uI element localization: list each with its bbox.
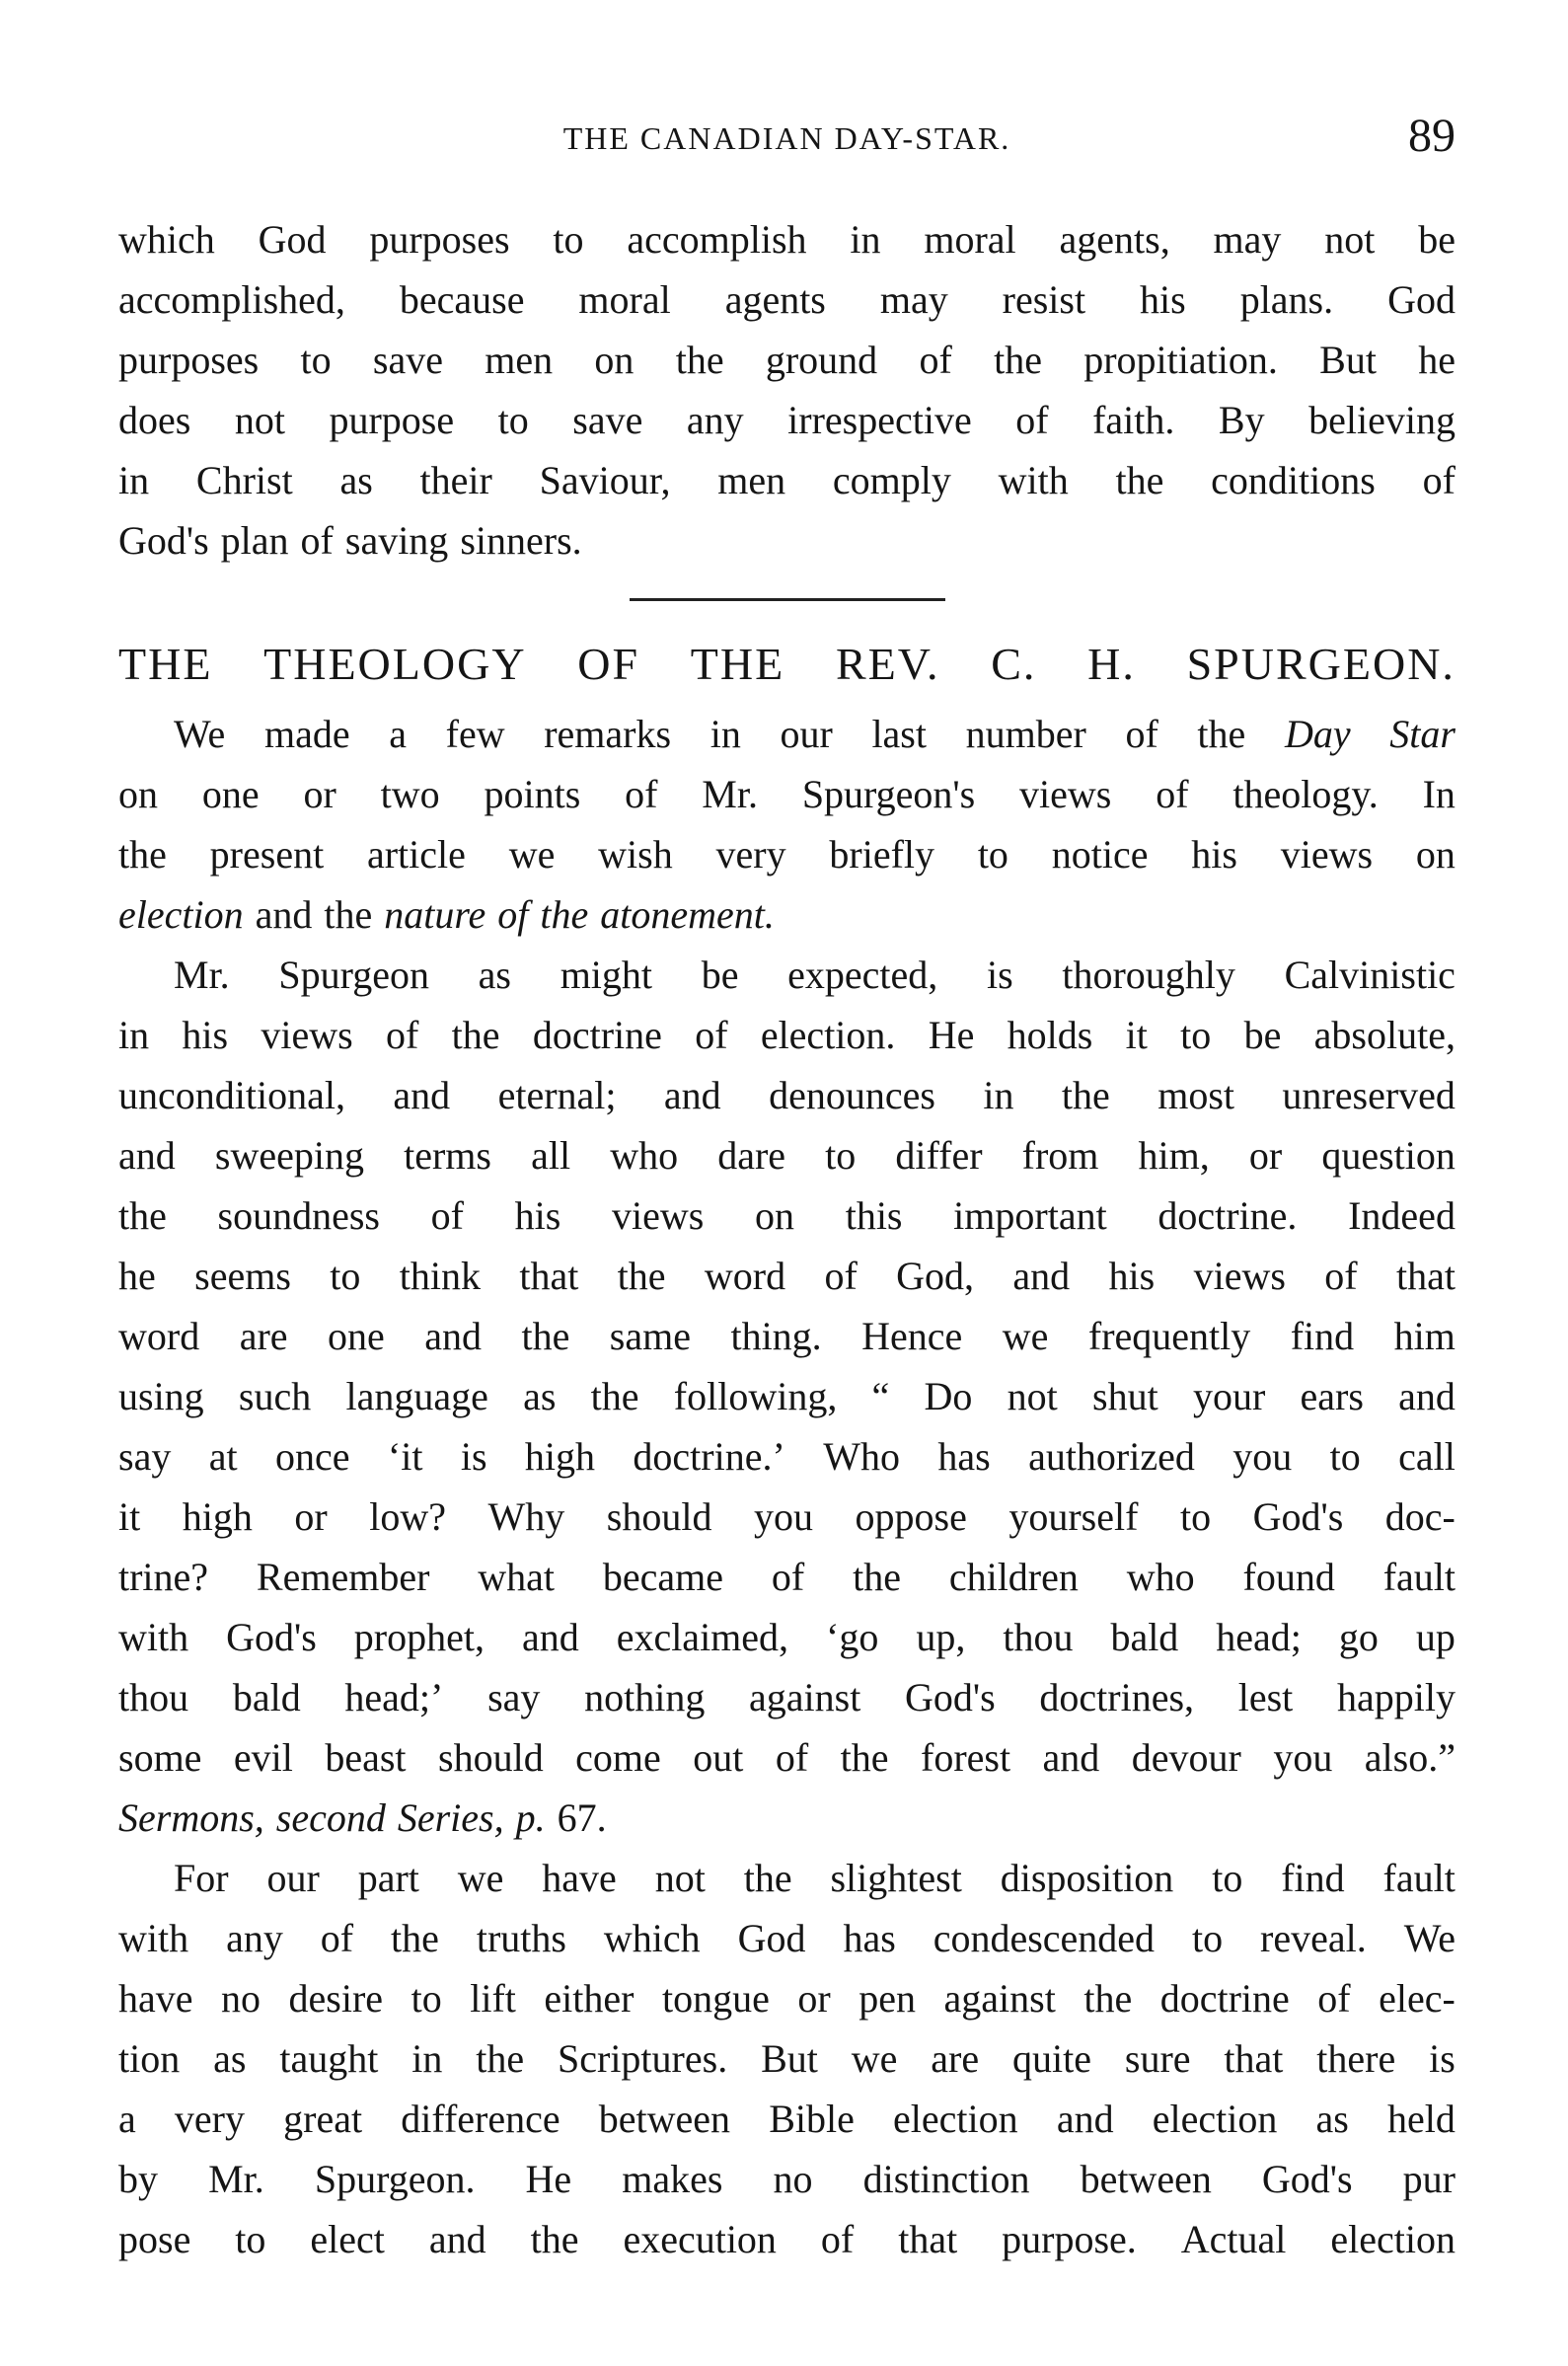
text-line: Sermons, second Series, p. 67.: [118, 1795, 607, 1840]
running-title: THE CANADIAN DAY-STAR.: [562, 120, 1011, 156]
text-line: accomplished, because moral agents may resist his plans. God: [118, 277, 1456, 322]
text-line: with God's prophet, and exclaimed, ‘go up, thou bald head; go up: [118, 1615, 1456, 1659]
text-line: word are one and the same thing. Hence we frequently find him: [118, 1314, 1456, 1358]
text-line: say at once ‘it is high doctrine.’ Who has authorized you to call: [118, 1434, 1456, 1479]
text-line: purposes to save men on the ground of the propitiation. But he: [118, 338, 1456, 382]
text-line: We made a few remarks in our last number of the Day Star: [174, 712, 1456, 756]
text-line: the present article we wish very briefly to notice his views on: [118, 832, 1456, 877]
text-line: by Mr. Spurgeon. He makes no distinction between God's pur: [118, 2157, 1456, 2201]
text-line: the soundness of his views on this important doctrine. Indeed: [118, 1193, 1456, 1238]
text-line: Mr. Spurgeon as might be expected, is thoroughly Calvinistic: [174, 953, 1456, 997]
text-line: and sweeping terms all who dare to differ from him, or question: [118, 1133, 1456, 1178]
text-line: have no desire to lift either tongue or pen against the doctrine of elec-: [118, 1976, 1456, 2021]
text-line: For our part we have not the slightest disposition to find fault: [174, 1856, 1456, 1900]
section-divider: [630, 598, 945, 601]
section-title: THE THEOLOGY OF THE REV. C. H. SPURGEON.: [118, 639, 1456, 689]
text-line: unconditional, and eternal; and denounces in the most unreserved: [118, 1073, 1456, 1117]
text-line: thou bald head;’ say nothing against God's doctrines, lest happily: [118, 1675, 1456, 1719]
page-body: [118, 209, 1456, 2269]
text-line: on one or two points of Mr. Spurgeon's views of theology. In: [118, 772, 1456, 816]
page-number: 89: [1408, 110, 1456, 162]
text-line: God's plan of saving sinners.: [118, 518, 582, 563]
running-head: [118, 109, 1456, 178]
text-line: in his views of the doctrine of election. He holds it to be absolute,: [118, 1013, 1456, 1057]
text-line: using such language as the following, “ Do not shut your ears and: [118, 1374, 1456, 1418]
text-line: in Christ as their Saviour, men comply with the conditions of: [118, 458, 1456, 502]
text-line: pose to elect and the execution of that purpose. Actual election: [118, 2217, 1456, 2261]
text-line: trine? Remember what became of the children who found fault: [118, 1555, 1456, 1599]
text-line: a very great difference between Bible election and election as held: [118, 2097, 1456, 2141]
text-line: does not purpose to save any irrespective of faith. By believing: [118, 398, 1456, 442]
text-line: it high or low? Why should you oppose yourself to God's doc-: [118, 1494, 1456, 1539]
text-line: he seems to think that the word of God, and his views of that: [118, 1254, 1456, 1298]
text-line: tion as taught in the Scriptures. But we are quite sure that there is: [118, 2036, 1456, 2081]
text-line: election and the nature of the atonement.: [118, 892, 775, 937]
text-line: which God purposes to accomplish in moral agents, may not be: [118, 217, 1456, 262]
text-line: with any of the truths which God has condescended to reveal. We: [118, 1916, 1456, 1960]
text-line: some evil beast should come out of the forest and devour you also.”: [118, 1735, 1456, 1780]
